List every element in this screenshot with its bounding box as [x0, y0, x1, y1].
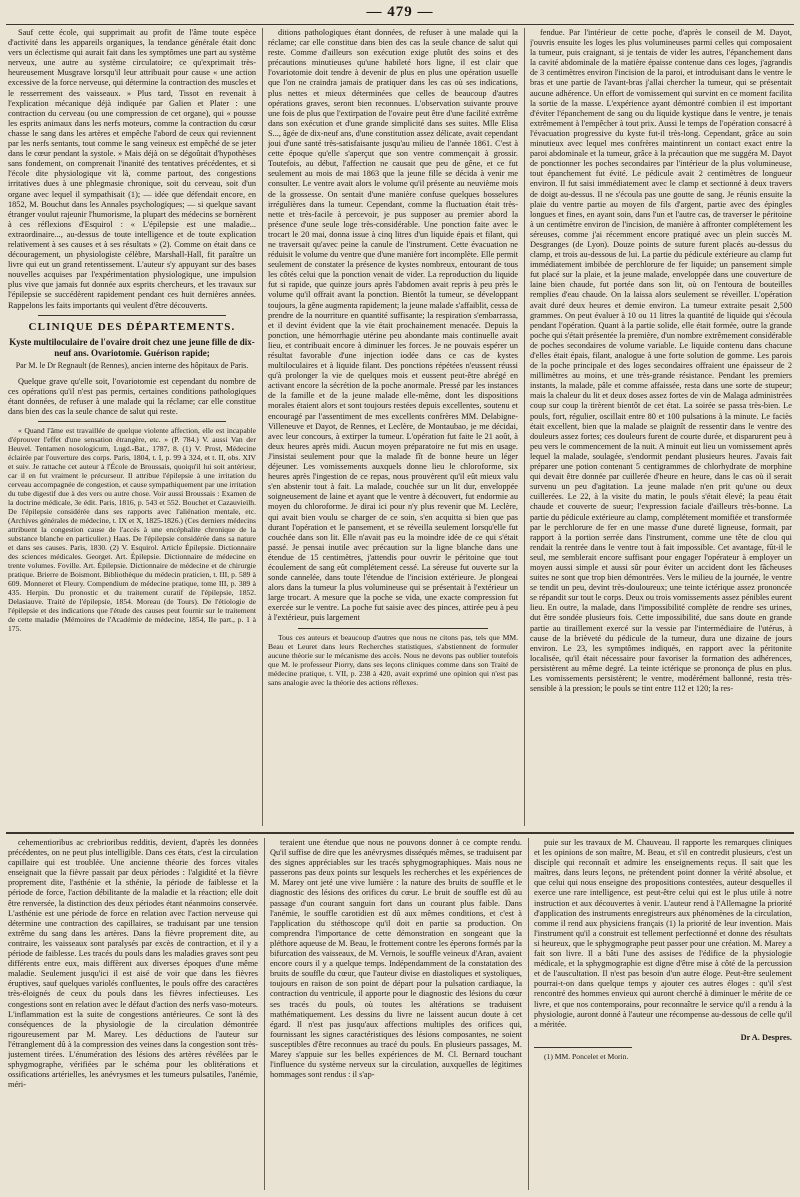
section-rule — [6, 832, 794, 834]
header-rule — [6, 24, 794, 25]
footnote: (1) MM. Poncelet et Morin. — [544, 1051, 629, 1061]
column-divider — [528, 838, 529, 1190]
footnotes: « Quand l'âme est travaillée de quelque violente affection, elle est incapable d'éprouver l'effet d'une sensation étrangère, etc. » (P. 784.) V. aussi Van der Heuvel. Tentamen nosologicum, Lugd.-Bat., 1787, 8. (1) V. Prost, Médecine éclairée par l'ouverture des corps. Paris, 1804, t. I, p. 99 à 324, et t. II, obs. XIV et suiv. Je rattache cet auteur à l'École de Broussais, quoiqu'il lui soit antérieur, car il en fut vraiment le précurseur. Il attribue l'épilepsie à une irritation du cerveau accompagnée de congestion, et cause sympathiquement par une irritation du tube digestif due à des vers ou autre chose. Voir aussi Broussais : Examen de la doctrine médicale, 3e édit. Paris, 1816, p. 543 et 552. Bouchet et Cazauvieilh. De l'épilepsie considérée dans ses rapports avec l'aliénation mentale, etc. (Archives générales de médecine, t. IX et X, 1825-1826.) (Ces derniers médecins attribuent la congestion cause de l'accès à une encéphalite chronique de la substance blanche en particulier.) Haas. De l'épilepsie considérée dans sa nature et dans ses causes. Paris, 1830. (2) V. Esquirol. Article Épilepsie. Dictionnaire des sciences médicales. Georget. Art. Épilepsie. Dictionnaire de médecine en trente volumes. Foville. Art. Épilepsie. Dictionnaire de médecine et de chirurgie pratique. Brierre de Boismont. Bibliothèque du médecin praticien, t. III, p. 589 à 609. Monneret et Fleury. Compendium de médecine pratique, tome III, p. 389 à 435. Herpin. Du pronostic et du traitement curatif de l'épilepsie, 1852. Delasiauve. Traité de l'épilepsie, 1854. Moreau (de Tours). De l'étiologie de l'épilepsie et des indications que l'étude des causes peut fournir sur le traitement de cette maladie (Mémoires de l'Académie de médecine, 1854, IIe part., p. 1 à 175. — [8, 426, 256, 634]
top-column-1 — [8, 28, 256, 828]
note-separator — [534, 1047, 632, 1048]
operation-narrative: fendue. Par l'intérieur de cette poche, d'après le conseil de M. Dayot, j'ouvris ensuite les loges les plus volumineuses parmi celles qui composaient la tumeur, puis craignant, si je tentais de vider les autres, l'épanchement dans la cavité abdominale de la matière épaisse contenue dans ces loges, j'agrandis de 3 centimètres environ l'incision de la paroi, et introduisant dans le ventre le bras et une partie de l'avant-bras j'allai chercher la tumeur, qui se présentait aucune adhérence. Un effort de vomissement qui survint en ce moment facilita la sortie de la masse. L'expérience ayant démontré combien il est important d'éviter l'épanchement de sang ou du liquide kystique dans le ventre, je tenais extrêmement à l'empêcher à tout prix. Aussi le temps de l'opération consacré à l'évacuation progressive du kyste fut-il très-long. Cependant, grâce au soin minutieux avec lequel mes confrères maintinrent un contact exact entre la paroi abdominale et la tumeur, grâce à la précaution que me suggéra M. Dayot de ponctionner les poches secondaires par l'intérieur de la plus volumineuse, tout épanchement fut évité. Le pédicule avait 2 centimètres de longueur environ. Il fut saisi immédiatement avec le clamp et sectionné à deux travers de doigt au-dessus. Il ne s'écoula pas une goutte de sang. Je réunis ensuite la plaie du ventre partie au moyen de fils d'argent, partie avec des épingles longues et fines, en ayant soin, dans l'un et l'autre cas, de traverser le péritoine à un centimètre environ de l'incision, de manière à affronter complétement les séreuses, comme j'ai récemment encore pratiqué avec un plein succès M. Desgranges (de Lyon). Douze points de suture furent placés au-dessus du clamp, et trois au-dessous de lui. La partie du pédicule extérieure au clamp fut immédiatement imbibée de perchlorure de fer liquide; un pansement simple fut placé sur la plaie, et la jeune malade, enveloppée dans une couverture de laine bien chaude, fut portée dans son lit, où on l'entoura de bouteilles remplies d'eau chaude. On la laissa alors seulement se réveiller. L'opération avait duré deux heures et demie environ. La tumeur extraite pesait 2,500 grammes. On peut évaluer à 10 ou 11 litres la quantité de liquide qui s'écoula pendant l'opération. Quant à la partie solide, elle était formée, outre la grande poche qui s'était présentée la première, d'un nombre extrêmement considérable de poches secondaires de volume variable. Le liquide contenu dans chacune d'elles était épais, filant, analogue à une forte solution de gomme. Les parois de la poche principale et des loges secondaires offraient une épaisseur de 2 millimètres au moins, et une très-grande résistance. Pendant les premiers instants, la malade, pâle et comme affaissée, resta dans une sorte de stupeur; mais la chaleur du lit et deux doses assez fortes de vin de Malaga administrées coup sur coup la tirèrent bientôt de cet état. La soirée se passa très-bien. Le pouls, fort, régulier, oscillait entre 80 et 100 pulsations à la minute. Le faciès était excellent, bien que la malade se plaignît de ressentir dans le ventre des douleurs assez fortes; ces douleurs furent de courte durée, et disparurent peu à peu vers le commencement de la nuit. A minuit eut lieu un vomissement après lequel la malade, soulagée, s'endormit pendant plusieurs heures. J'avais fait préparer une potion contenant 5 centigrammes de chlorhydrate de morphine qui devait être donnée par cuillerée d'heure en heure, dans le cas où il serait survenu un peu d'agitation. La jeune malade n'en prit qu'une ou deux cuillerées. Le 22, à la visite du matin, le pouls s'était élevé; la peau était chaude et couverte de sueur; l'expression faciale d'ailleurs très-bonne. La partie du pédicule extérieure au clamp, complétement momifiée et transformée par le perchlorure de fer en une masse d'une dureté ligneuse, formait, par rapport à la portion serrée dans l'instrument, comme une tête de clou qui rendait la rentrée dans le ventre tout à fait impossible. Cet avantage, fût-il le seul, me semblerait encore suffisant pour engager l'opérateur à employer un moyen aussi simple et aussi sûr pour éviter un accident dont les fâcheuses suites ne sont que trop bien démontrées. Vers le milieu de la journée, le ventre se tendit un peu, devint très-douloureux; une teinte ictérique assez prononcée se répandit sur tout le corps. Deux ou trois vomissements assez pénibles eurent lieu. En outre, la malade, dans l'impossibilité complète de rendre ses urines, dut être sondée plusieurs fois. Cette impossibilité, due sans doute en grande partie au tiraillement exercé sur la vessie par l'intermédiaire de l'utérus, à cause de la brièveté du pédicule de la tumeur, dura une dizaine de jours environ. Le 23, les symptômes indiqués, en rapport avec la péritonite localisée, qu'il était nécessaire pour favoriser la formation des adhérences, persistèrent au même degré. La teinte ictérique se prononça de plus en plus. Les vomissements persistèrent; le ventre, modérément ballonné, resta très-sensible à la pression; le pouls se tint entre 112 et 120; la res- — [530, 28, 792, 694]
epilepsy-history-text: Sauf cette école, qui supprimait au profit de l'âme toute espèce d'activité dans les appareils organiques, la tendance générale était donc vers un éclectisme qui aurait fait dans les symptômes une part au système nerveux, une autre au système circulatoire; ce qu'exprimait très-heureusement Musgrave lorsqu'il leur attribuait pour cause « une action excessive de la force nerveuse, qui détermine la contraction des muscles et le resserrement des vaisseaux. » Plus tard, Tissot en revenait à l'explication mécanique déjà indiquée par Galien et Plater : une contraction du cerveau (ou une compression de cet organe), qui « pousse les esprits animaux dans les nerfs moteurs, comme la contraction du cœur chasse le sang dans les artères et empêche l'abord de ceux qui reviennent par les nerfs sentants, tout comme le sang veineux est empêché de se jeter dans le cœur pendant la systole. » Mais déjà on se dégoûtait d'hypothèses sans fondement, on comprenait l'inanité des tentatives précédentes, et si l'école dite physiologique vit là, comme partout, des congestions irritatives dues à une phlegmasie chronique, soit du cerveau, soit d'un organe avec lequel il sympathisait (1); — idée que défendait encore, en 1852, M. Bouchut dans les Annales psychologiques; — si quelque savant étranger voulut rajeunir l'humorisme, la plupart des médecins se bornèrent à ces réflexions d'Esquirol : « L'épilepsie est une maladie... extraordinaire..., au-dessus de toute intelligence et de toute explication relativement à ses causes et à ses résultats » (2). Comme on était dans ce découragement, un physiologiste célèbre, Marshall-Hall, fit paraître un livre qui eut un grand retentissement. L'auteur s'y appuyant sur des bases nouvelles acquises par l'expérimentation physiologique, une impulsion plus vive que jamais fut donnée aux esprits chercheurs, et les travaux sur l'épilepsie se succédèrent rapidement pendant ces huit dernières années. Rappelons les faits importants qui veulent d'être découverts. — [8, 28, 256, 310]
article-intro: Quelque grave qu'elle soit, l'ovariotomie est cependant du nombre de ces opérations qu'il n'est pas permis, certaines conditions pathologiques étant données, de refuser à une malade qui la réclame; car elle constitue dans bien des cas la seule chance de salut qui reste. — [8, 376, 256, 417]
author-signature: Dr A. Despres. — [740, 1032, 792, 1042]
heart-murmur-text: teraient une étendue que nous ne pouvons donner à ce compte rendu. Qu'il suffise de dire que les anévrysmes disséqués mêmes, se traduisent par des signes appréciables sur les tracés sphygmographiques. Mais nous ne passerons pas deux points sur lesquels les recherches et les expériences de M. Marey ont jeté une vive lumière : la nature des bruits de souffle et le diagnostic des lésions des orifices du cœur. Le bruit de souffle est dû au passage d'un courant sanguin fort dans un courant plus faible. Dans l'anémie, le souffle carotidien est dû aux mêmes conditions, et c'est à l'application du stéthoscope qu'il doit en partie sa production. On comprendra l'importance de cette démonstration en songeant que la pléthore aqueuse de M. Beau, le frottement contre les éperons formés par la bifurcation des vaisseaux, de M. Vernois, le souffle veineux d'Aran, avaient encore cours il y a quelque temps. Indépendamment de la constatation des bruits de souffle du cœur, que l'auteur divise en diastoliques et systoliques, toujours en raison de son point de départ pour la pulsation cardiaque, la contraction du ventricule, il apporte pour le diagnostic des lésions du cœur ses tracés du pouls, où toutes les altérations se traduisent mathématiquement. Les dessins du livre ne laissent aucun doute à cet égard. Il n'est pas jusqu'aux affections multiples des orifices qui, fournissant les signes caractéristiques des lésions composantes, ne soient susceptibles d'être reconnues au tracé du pouls. En plusieurs passages, M. Marey s'appuie sur les belles expériences de M. Cl. Bernard touchant l'influence du système nerveux sur la circulation, auxquelles de légitimes hommages sont rendus : il s'ap- — [270, 838, 522, 1080]
top-column-2 — [268, 28, 518, 828]
authors-note: Tous ces auteurs et beaucoup d'autres que nous ne citons pas, tels que MM. Beau et Leuret dans leurs Recherches statistiques, s'abstiennent de formuler aucune théorie sur le mécanisme des accès. Nous ne devons pas oublier toutefois que M. le professeur Piorry, dans ses leçons cliniques comme dans son Traité de médecine pratique, t. VII, p. 238 à 420, avait exprimé une opinion qui n'est pas sans analogie avec la théorie des actions réflexes. — [268, 632, 518, 687]
article-author: Par M. le Dr Regnault (de Rennes), ancien interne des hôpitaux de Paris. — [15, 360, 249, 370]
section-separator — [38, 315, 226, 316]
circulation-review-text: cehementioribus ac crebrioribus redditis, devient, d'après les données précédentes, on ne peut plus intelligible. Dans ces états, c'est la circulation capillaire qui est troublée. Une ancienne théorie des forces vitales enseignait que la fièvre passait par deux périodes : l'algidité et la fièvre proprement dite, l'asthénie et la sthénie, la période de faiblesse et la période de force, l'action débilitante de la maladie et la réaction; elle doit être renversée, la distinction des deux périodes étant néanmoins conservée. L'asthénie est une période de force en relation avec l'action nerveuse qui détermine une contraction des capillaires, se traduisant par une tension extrême du sang dans les artères. Dans la fièvre proprement dite, au contraire, les vaisseaux sont paralysés par excès de contraction, et il y a période de faiblesse. Les tracés du pouls dans les maladies graves sont peu différents entre eux, mais diffèrent aux diverses époques d'une même maladie. Seulement jusqu'ici il est aisé de voir que dans les fièvres éruptives, sauf quelques variolés confluentes, le pouls offre des caractères très-éloignés de ceux du pouls dans les fièvres infectieuses. Les congestions sont en relation avec le défaut d'action des nerfs vaso-moteurs. L'inflammation est la suite de congestions antérieures. Ce sont là des conséquences de la physiologie de la circulation démontrée rigoureusement par M. Marey. Les déductions de l'auteur sur l'étranglement dû à la compression des veines dans la congestion sont très-justement tirées. L'énumération des lésions des artères révélées par le sphygmographe, vérifiées par le schéma pour les oblitérations et ossifications artérielles, les anévrysmes et les tumeurs pulsatiles, l'anémie, méri- — [8, 838, 258, 1090]
bottom-column-1 — [8, 838, 258, 1190]
column-divider — [264, 838, 265, 1190]
column-divider — [262, 28, 263, 826]
bottom-column-3 — [534, 838, 792, 1190]
ovariotomy-case-text: ditions pathologiques étant données, de refuser à une malade qui la réclame; car elle constitue dans bien des cas la seule chance de salut qui reste. Comme d'ailleurs son exécution exige plutôt des soins et des précautions minutieuses qu'une habileté hors ligne, il est clair que l'ovariotomie doit tendre à devenir de plus en plus une opération usuelle que l'on ne craindra jamais de pratiquer dans les cas où ses indications, plus nettes et mieux déterminées que celles de beaucoup d'autres opérations graves, seront bien reconnues. L'observation suivante prouve une fois de plus que l'extirpation de l'ovaire peut être d'une facilité extrême dans son exécution et d'une grande simplicité dans ses suites. Mlle Elisa S..., âgée de dix-neuf ans, d'une constitution assez délicate, avait cependant joui d'une santé très-satisfaisante jusqu'au milieu de l'année 1861. C'est à cette époque qu'elle s'aperçut que son ventre commençait à grossir. Toutefois, au début, l'affection ne causait que peu de gêne, et ce fut seulement au mois de mai 1863 que la jeune fille se décida à venir me consulter. Le ventre avait alors le volume qu'il présente au neuvième mois de la grossesse. On sentait d'une manière confuse quelques bosselures irrégulières dans la tumeur. Cependant, comme la fluctuation était très-nette et très-facile à percevoir, je pus supposer au premier abord la présence d'une seule loge très-considérable. Une ponction faite avec le trocart le 20 mai, donna issue à cinq litres d'un liquide épais et filant, qui ne traversait qu'avec peine la canule de l'instrument. Cette évacuation ne réduisit le volume du ventre que d'une manière fort incomplète. Elle permit seulement de constater la présence de kystes nombreux, entourant de tous les côtés celui que la ponction venait de vider. La reproduction du liquide fut si rapide, que quinze jours après l'abdomen avait repris à peu près le volume qu'il offrait avant la ponction. Bientôt la tumeur, se développant toujours, la gêne augmenta rapidement; la jeune malade s'affaiblit, cessa de prendre de la nourriture en quantité suffisante; la respiration s'embarrassa, et il devint évident que la vie était prochainement menacée. Depuis la ponction, une hémorrhagie utérine peu abondante mais continuelle avait lieu, et contribuait encore à diminuer les forces. Je ne pouvais espérer un résultat favorable d'une injection iodée dans ce cas de kystes multiloculaires et à liquide filant. Des ponctions répétées n'eussent réussi qu'à prolonger la vie de quelques mois et eussent peut-être abrégé en activant encore la sécrétion de la poche anormale. Pressé par les instances de la famille et de la jeune malade elle-même, dont les dispositions morales étaient alors et sont toujours restées depuis excellentes, soutenu et encouragé par l'assentiment de mes excellents confrères MM. Delabigne-Villeneuve et Dayot, de Rennes, et Leclère, de Montaubao, je me décidai, avec leur concours, à extirper la tumeur. L'opération fut faite le 21 août, à deux heures après midi. Aucun moyen préparatoire ne fut mis en usage. J'insistai seulement pour que la malade fît de bonne heure un léger déjeuner. Les vomissements auxquels donne lieu le chloroforme, six heures après l'ingestion de ce repas, nous prouvèrent qu'il eût mieux valu s'en abstenir tout à fait. La malade, couchée sur un lit dur, enveloppée soigneusement de laine et ayant que le ventre à découvert, fut endormie au moyen du chloroforme. Je dirai ici pour n'y plus revenir que M. Leclère, qui avait bien voulu se charger de ce soin, s'en acquitta si bien que pas durant l'opération et le pansement, et se réveilla seulement lorsqu'elle fut couchée dans son lit. Elle n'avait pas eu la moindre idée de ce qui s'était passé. Je pensai inutile avec précaution sur la ligne blanche dans une étendue de 15 centimètres, j'attendis pour ouvrir le péritoine que tout écoulement de sang eût complétement cessé. La séreuse fut ouverte sur la sonde cannelée, dans toute l'étendue de l'incision extérieure. Je plongeai alors dans la tumeur la plus volumineuse qui se présentait à l'extérieur un large trocart. A mesure que la poche se vida, une exacte compression fut exercée sur le ventre. La poche fut saisie avec des pinces, attirée peu à peu à l'extérieur, puis largement — [268, 28, 518, 623]
notes-separator — [38, 421, 226, 422]
top-column-3 — [530, 28, 792, 828]
section-title: CLINIQUE DES DÉPARTEMENTS. — [28, 320, 236, 333]
review-conclusion-text: puie sur les travaux de M. Chauveau. Il rapporte les remarques cliniques et les opinions de son maître, M. Beau, et s'il en contredit plusieurs, c'est un disciple qui reconnaît et admire les enseignements reçus. Il sait que les maîtres, dans leurs leçons, ne prétendent point donner la vérité absolue, et que celui qui nous enseigne des propositions contestées, auteur desquelles il exerce une rare intelligence, est peut-être celui qui est le plus utile à notre instruction et aux découvertes à venir. L'auteur rend à l'Allemagne la priorité d'application des instruments enregistreurs aux phénomènes de la circulation, comme il rend aux physiciens français (1) la priorité de leur invention. Mais l'instrument qu'il a construit est tellement perfectionné et donne des résultats si heureux, que le sphygmographe peut passer pour une création. M. Marey a fait son livre. Il a bâti l'une des assises de l'édifice de la physiologie médicale, et la sphygmographie est digne d'être mise à côté de la percussion et de l'auscultation. Il n'est pas besoin d'un autre éloge. Peut-être seulement pourrai-t-on dans quelque temps y ajouter ces autres éloges : qu'il s'est rencontré des hommes envieux qui auront cherché à diminuer le mérite de ce livre, et que nos contemporains, pour reconnaître le service qu'il a rendu à la physiologie, auront donné à l'auteur une récompense au-dessous de celle qu'il a méritée. — [534, 838, 792, 1029]
bottom-column-2 — [270, 838, 522, 1190]
page-number: — 479 — — [366, 4, 434, 20]
column-divider — [524, 28, 525, 826]
note-separator — [298, 628, 488, 629]
article-title: Kyste multiloculaire de l'ovaire droit chez une jeune fille de dix-neuf ans. Ovariotomie. Guérison rapide; — [9, 336, 255, 358]
